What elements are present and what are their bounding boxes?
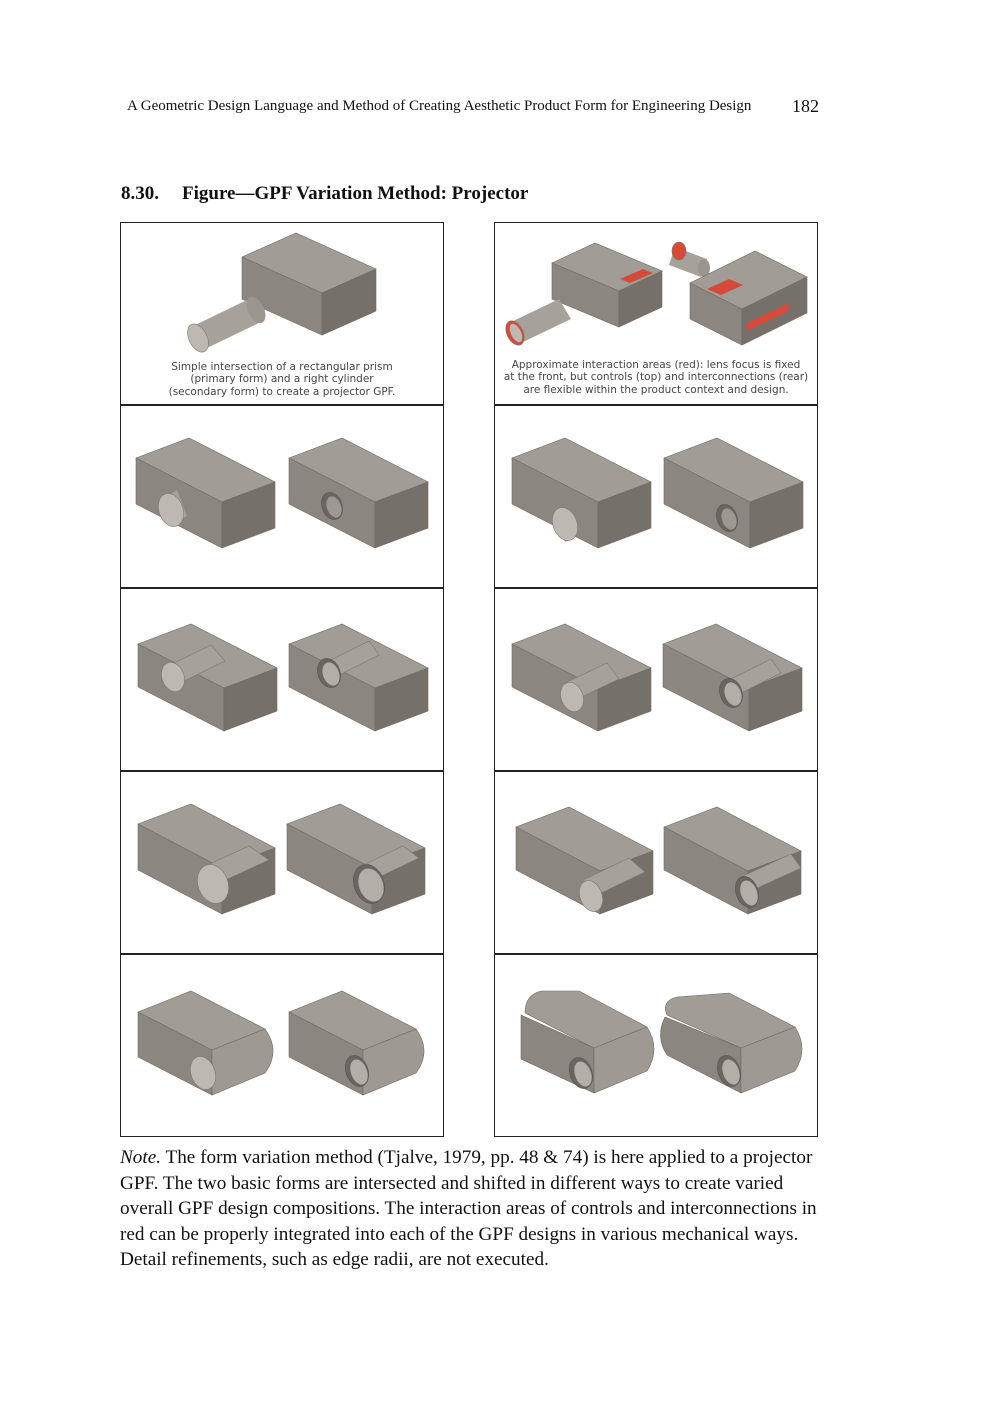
panel-variation-8 (494, 954, 818, 1137)
variation-illustration (495, 406, 818, 588)
panel-basic-forms (120, 222, 444, 405)
panel-variation-4 (494, 588, 818, 771)
figure-note (120, 1145, 820, 1273)
variation-illustration (121, 406, 444, 588)
note-label: Note. (120, 1147, 162, 1168)
caption-line: (primary form) and a right cylinder (190, 373, 374, 386)
note-text: The form variation method (Tjalve, 1979, pp. 48 & 74) is here applied to a projector GPF. The two basic forms are intersected and shifted in different ways to create varied overall GPF design compositions. The interaction areas of controls and interconnections in red can be properly integrated into each of the GPF designs in various mechanical ways. Detail refinements, such as edge radii, are not executed. (120, 1147, 817, 1270)
figure-heading (121, 183, 528, 205)
variation-illustration (495, 589, 818, 771)
caption-line: at the front, but controls (top) and interconnections (rear) (503, 371, 809, 384)
variation-illustration (121, 589, 444, 771)
figure-title: Figure—GPF Variation Method: Projector (182, 183, 529, 204)
panel-variation-3 (120, 588, 444, 771)
panel-variation-6 (494, 771, 818, 954)
variation-illustration (121, 955, 444, 1137)
caption-line: are flexible within the product context and design. (523, 383, 789, 396)
caption-interaction-areas (501, 359, 811, 396)
caption-line: (secondary form) to create a projector GPF. (168, 385, 396, 398)
running-title: A Geometric Design Language and Method of Creating Aesthetic Product Form for Engineering Design (127, 98, 752, 114)
panel-variation-2 (494, 405, 818, 588)
panel-variation-5 (120, 771, 444, 954)
caption-line: Simple intersection of a rectangular prism (171, 361, 393, 373)
caption-basic-forms (127, 361, 437, 398)
caption-line: Approximate interaction areas (red): lens focus is fixed (511, 359, 801, 371)
page-number: 182 (792, 96, 819, 116)
figure-number: 8.30. (121, 183, 159, 204)
running-head (127, 96, 819, 118)
figure-grid (120, 222, 820, 1140)
variation-illustration (495, 955, 818, 1137)
variation-illustration (121, 772, 444, 954)
panel-variation-7 (120, 954, 444, 1137)
panel-variation-1 (120, 405, 444, 588)
panel-interaction-areas (494, 222, 818, 405)
variation-illustration (495, 772, 818, 954)
